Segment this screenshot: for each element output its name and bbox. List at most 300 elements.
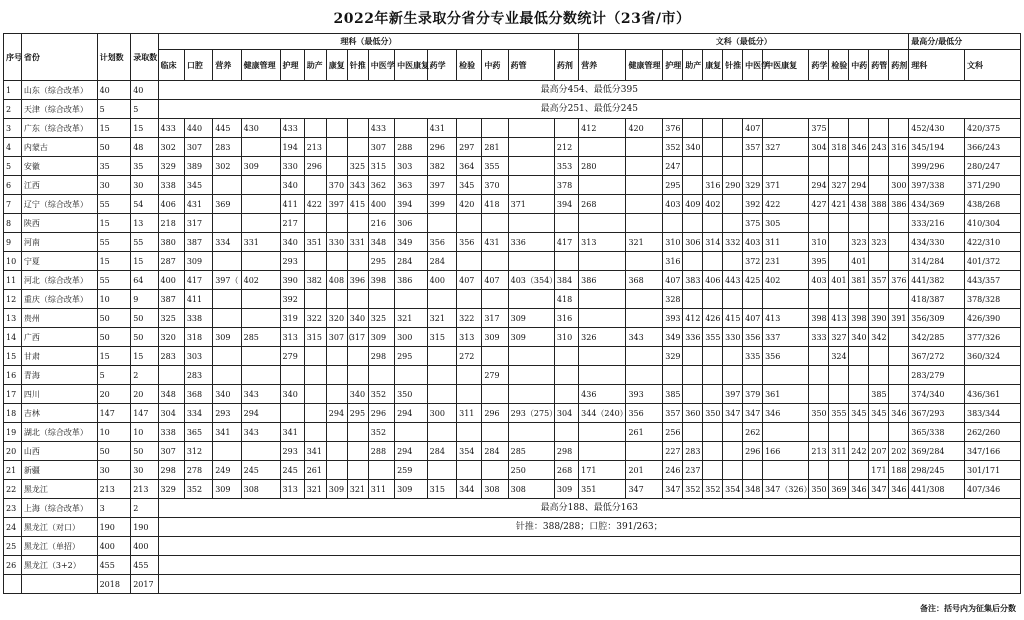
arts-score-cell: [869, 157, 889, 176]
arts-score-cell: 318: [829, 138, 849, 157]
science-score-cell: 325: [158, 309, 184, 328]
science-score-cell: 343: [241, 423, 280, 442]
max-min-cell: [964, 366, 1020, 385]
seq-cell: 12: [4, 290, 22, 309]
arts-score-cell: 352: [663, 138, 683, 157]
arts-score-cell: 201: [626, 461, 663, 480]
arts-score-cell: [683, 290, 703, 309]
science-score-cell: [347, 290, 368, 309]
table-row: [4, 518, 1021, 537]
plan-cell: 30: [97, 461, 131, 480]
seq-cell: 8: [4, 214, 22, 233]
science-score-cell: [395, 366, 428, 385]
arts-score-cell: 329: [663, 347, 683, 366]
seq-cell: 6: [4, 176, 22, 195]
admitted-cell: 64: [131, 271, 158, 290]
table-row: [4, 366, 1021, 385]
science-score-cell: 325: [347, 157, 368, 176]
arts-score-cell: 326: [579, 328, 626, 347]
arts-score-cell: [743, 290, 763, 309]
science-score-cell: 315: [427, 328, 456, 347]
science-score-cell: [304, 290, 326, 309]
arts-score-cell: 296: [743, 442, 763, 461]
max-min-cell: 365/338: [909, 423, 965, 442]
science-score-cell: 338: [158, 176, 184, 195]
arts-score-cell: 438: [849, 195, 869, 214]
science-score-cell: 408: [326, 271, 347, 290]
arts-score-cell: 321: [626, 233, 663, 252]
science-score-cell: [395, 119, 428, 138]
science-score-cell: [347, 423, 368, 442]
arts-score-cell: [703, 385, 723, 404]
science-score-cell: 400: [427, 271, 456, 290]
admitted-cell: 190: [131, 518, 158, 537]
arts-score-cell: 388: [869, 195, 889, 214]
science-score-cell: 430: [241, 119, 280, 138]
science-score-cell: 307: [368, 138, 394, 157]
science-score-cell: [326, 252, 347, 271]
science-major-header: 中药: [482, 50, 508, 81]
science-score-cell: 417: [554, 233, 578, 252]
arts-score-cell: 395: [809, 252, 829, 271]
science-score-cell: [326, 214, 347, 233]
admitted-cell: 35: [131, 157, 158, 176]
science-score-cell: 302: [158, 138, 184, 157]
plan-cell: 40: [97, 81, 131, 100]
arts-score-cell: [763, 119, 809, 138]
arts-score-cell: [849, 347, 869, 366]
arts-score-cell: [829, 290, 849, 309]
province-cell: 江西: [21, 176, 97, 195]
arts-score-cell: 327: [763, 138, 809, 157]
arts-score-cell: 280: [579, 157, 626, 176]
science-score-cell: 283: [184, 366, 212, 385]
science-score-cell: [326, 366, 347, 385]
arts-major-header: 营养: [579, 50, 626, 81]
plan-cell: 10: [97, 423, 131, 442]
plan-cell: 10: [97, 290, 131, 309]
admitted-cell: 147: [131, 404, 158, 423]
science-major-header: 中医学: [368, 50, 394, 81]
science-score-cell: [326, 442, 347, 461]
arts-score-cell: [809, 214, 829, 233]
max-min-cell: 347/166: [964, 442, 1020, 461]
arts-score-cell: [579, 252, 626, 271]
arts-score-cell: [579, 176, 626, 195]
science-score-cell: 300: [427, 404, 456, 423]
science-score-cell: [427, 347, 456, 366]
science-score-cell: [427, 385, 456, 404]
arts-score-cell: 403: [663, 195, 683, 214]
arts-score-cell: [809, 290, 829, 309]
science-score-cell: 313: [280, 480, 304, 499]
max-min-cell: 426/390: [964, 309, 1020, 328]
science-score-cell: 284: [395, 252, 428, 271]
science-score-cell: [395, 423, 428, 442]
science-score-cell: 325: [368, 309, 394, 328]
arts-score-cell: [889, 157, 909, 176]
province-cell: 新疆: [21, 461, 97, 480]
science-score-cell: 382: [304, 271, 326, 290]
science-score-cell: 296: [427, 138, 456, 157]
science-score-cell: 296: [368, 404, 394, 423]
science-score-cell: 313: [280, 328, 304, 347]
max-min-cell: 452/430: [909, 119, 965, 138]
science-score-cell: 321: [347, 480, 368, 499]
arts-score-cell: 356: [626, 404, 663, 423]
science-score-cell: [457, 214, 482, 233]
arts-score-cell: 350: [809, 404, 829, 423]
seq-cell: 5: [4, 157, 22, 176]
arts-score-cell: 393: [626, 385, 663, 404]
table-row: [4, 499, 1021, 518]
science-score-cell: 392: [280, 290, 304, 309]
science-major-header: 检验: [457, 50, 482, 81]
science-score-cell: 316: [554, 309, 578, 328]
admitted-cell: 455: [131, 556, 158, 575]
arts-score-cell: 300: [889, 176, 909, 195]
arts-score-cell: 356: [763, 347, 809, 366]
seq-header: 序号: [4, 34, 22, 81]
science-score-cell: [554, 347, 578, 366]
science-score-cell: 288: [395, 138, 428, 157]
science-score-cell: 300: [395, 328, 428, 347]
science-score-cell: [241, 290, 280, 309]
science-score-cell: 345: [184, 176, 212, 195]
science-score-cell: 294: [395, 404, 428, 423]
arts-score-cell: 355: [829, 404, 849, 423]
plan-cell: 5: [97, 366, 131, 385]
table-row: [4, 138, 1021, 157]
science-score-cell: [241, 309, 280, 328]
merged-score-cell: 最高分188、最低分163: [158, 499, 1020, 518]
science-score-cell: 308: [508, 480, 554, 499]
arts-score-cell: [763, 290, 809, 309]
seq-cell: 18: [4, 404, 22, 423]
arts-score-cell: [579, 442, 626, 461]
science-score-cell: 417: [184, 271, 212, 290]
arts-score-cell: 310: [809, 233, 829, 252]
arts-score-cell: 333: [809, 328, 829, 347]
plan-cell: 455: [97, 556, 131, 575]
arts-score-cell: [703, 290, 723, 309]
science-score-cell: 308: [241, 480, 280, 499]
arts-major-header: 中医康复: [763, 50, 809, 81]
seq-cell: 9: [4, 233, 22, 252]
arts-score-cell: 237: [683, 461, 703, 480]
arts-score-cell: 354: [723, 480, 743, 499]
arts-score-cell: 375: [743, 214, 763, 233]
science-score-cell: [326, 138, 347, 157]
table-row: [4, 252, 1021, 271]
science-score-cell: [427, 461, 456, 480]
science-score-cell: 279: [280, 347, 304, 366]
table-row: [4, 100, 1021, 119]
science-score-cell: 268: [554, 461, 578, 480]
arts-score-cell: [829, 214, 849, 233]
science-score-cell: 397（: [213, 271, 241, 290]
plan-cell: 30: [97, 176, 131, 195]
science-score-cell: 303: [395, 157, 428, 176]
arts-score-cell: 345: [849, 404, 869, 423]
science-score-cell: [326, 290, 347, 309]
arts-major-header: 针推: [723, 50, 743, 81]
max-min-cell: 298/245: [909, 461, 965, 480]
science-score-cell: [304, 119, 326, 138]
science-major-header: 临床: [158, 50, 184, 81]
table-row: [4, 233, 1021, 252]
science-major-header: 针推: [347, 50, 368, 81]
science-score-cell: 293: [213, 404, 241, 423]
max-min-col-header: 理科: [909, 50, 965, 81]
science-score-cell: [326, 423, 347, 442]
arts-score-cell: 350: [703, 404, 723, 423]
arts-major-header: 中医学: [743, 50, 763, 81]
plan-cell: 5: [97, 100, 131, 119]
science-score-cell: 411: [184, 290, 212, 309]
science-major-header: 药剂: [554, 50, 578, 81]
science-score-cell: 315: [368, 157, 394, 176]
science-score-cell: 245: [280, 461, 304, 480]
plan-cell: 20: [97, 385, 131, 404]
arts-score-cell: 346: [763, 404, 809, 423]
science-score-cell: 309: [213, 328, 241, 347]
science-score-cell: [213, 214, 241, 233]
plan-cell: 50: [97, 442, 131, 461]
arts-score-cell: 393: [663, 309, 683, 328]
max-min-cell: 397/338: [909, 176, 965, 195]
admitted-cell: 50: [131, 328, 158, 347]
science-score-cell: 285: [241, 328, 280, 347]
arts-score-cell: [889, 252, 909, 271]
science-score-cell: 406: [158, 195, 184, 214]
science-score-cell: [213, 252, 241, 271]
arts-score-cell: 361: [763, 385, 809, 404]
science-score-cell: [482, 385, 508, 404]
arts-score-cell: [743, 461, 763, 480]
science-score-cell: 343: [241, 385, 280, 404]
arts-score-cell: 305: [763, 214, 809, 233]
science-score-cell: 340: [280, 176, 304, 195]
science-score-cell: 390: [280, 271, 304, 290]
science-score-cell: [427, 366, 456, 385]
province-cell: 甘肃: [21, 347, 97, 366]
arts-score-cell: [763, 157, 809, 176]
arts-score-cell: 327: [829, 328, 849, 347]
science-score-cell: 261: [304, 461, 326, 480]
arts-score-cell: 403: [743, 233, 763, 252]
arts-score-cell: 401: [849, 252, 869, 271]
seq-cell: 10: [4, 252, 22, 271]
science-score-cell: 400: [368, 195, 394, 214]
plan-cell: 50: [97, 309, 131, 328]
science-score-cell: [554, 119, 578, 138]
science-score-cell: 283: [158, 347, 184, 366]
arts-score-cell: 327: [829, 176, 849, 195]
science-major-header: 营养: [213, 50, 241, 81]
province-cell: 吉林: [21, 404, 97, 423]
arts-score-cell: [849, 366, 869, 385]
arts-score-cell: 407: [743, 309, 763, 328]
arts-score-cell: [829, 366, 849, 385]
table-row: [4, 290, 1021, 309]
arts-score-cell: 346: [889, 480, 909, 499]
arts-major-header: 护理: [663, 50, 683, 81]
arts-score-cell: 392: [743, 195, 763, 214]
science-score-cell: 309: [482, 328, 508, 347]
science-score-cell: 331: [347, 233, 368, 252]
arts-score-cell: 398: [849, 309, 869, 328]
arts-score-cell: [703, 423, 723, 442]
arts-score-cell: [579, 290, 626, 309]
science-score-cell: [304, 176, 326, 195]
arts-score-cell: 290: [723, 176, 743, 195]
table-row: [4, 575, 1021, 594]
science-score-cell: [304, 423, 326, 442]
science-score-cell: 296: [482, 404, 508, 423]
science-score-cell: 345: [457, 176, 482, 195]
science-score-cell: 284: [427, 442, 456, 461]
arts-score-cell: [626, 214, 663, 233]
arts-score-cell: 304: [809, 138, 829, 157]
science-score-cell: [347, 461, 368, 480]
science-score-cell: [368, 461, 394, 480]
arts-score-cell: 421: [829, 195, 849, 214]
science-score-cell: 378: [554, 176, 578, 195]
max-min-cell: 342/285: [909, 328, 965, 347]
arts-score-cell: 352: [703, 480, 723, 499]
admitted-cell: 9: [131, 290, 158, 309]
science-score-cell: [241, 195, 280, 214]
arts-score-cell: [889, 119, 909, 138]
arts-score-cell: 311: [763, 233, 809, 252]
admitted-cell: 48: [131, 138, 158, 157]
admitted-cell: 54: [131, 195, 158, 214]
science-score-cell: 283: [213, 138, 241, 157]
science-score-cell: 317: [347, 328, 368, 347]
arts-score-cell: 385: [869, 385, 889, 404]
arts-score-cell: 403: [809, 271, 829, 290]
science-score-cell: 302: [213, 157, 241, 176]
arts-score-cell: [829, 385, 849, 404]
science-score-cell: [241, 252, 280, 271]
arts-score-cell: [626, 252, 663, 271]
arts-score-cell: 332: [723, 233, 743, 252]
science-score-cell: 306: [395, 214, 428, 233]
arts-score-cell: 360: [683, 404, 703, 423]
arts-score-cell: 171: [869, 461, 889, 480]
arts-score-cell: 390: [869, 309, 889, 328]
arts-score-cell: [869, 214, 889, 233]
science-major-header: 康复: [326, 50, 347, 81]
table-row: [4, 423, 1021, 442]
science-score-cell: 349: [395, 233, 428, 252]
arts-score-cell: [663, 214, 683, 233]
arts-score-cell: 344（240）: [579, 404, 626, 423]
science-score-cell: 250: [508, 461, 554, 480]
arts-score-cell: 379: [743, 385, 763, 404]
arts-score-cell: 427: [809, 195, 829, 214]
science-score-cell: 194: [280, 138, 304, 157]
seq-cell: 11: [4, 271, 22, 290]
science-score-cell: [241, 138, 280, 157]
arts-score-cell: [626, 138, 663, 157]
arts-score-cell: [829, 461, 849, 480]
science-score-cell: 212: [554, 138, 578, 157]
arts-score-cell: [869, 347, 889, 366]
arts-score-cell: 340: [683, 138, 703, 157]
arts-score-cell: 337: [763, 328, 809, 347]
science-score-cell: [304, 347, 326, 366]
arts-score-cell: 171: [579, 461, 626, 480]
arts-score-cell: [703, 214, 723, 233]
max-min-cell: 441/308: [909, 480, 965, 499]
arts-score-cell: [869, 252, 889, 271]
science-score-cell: 284: [482, 442, 508, 461]
science-score-cell: [395, 290, 428, 309]
arts-score-cell: [849, 157, 869, 176]
science-score-cell: [508, 157, 554, 176]
arts-score-cell: [626, 176, 663, 195]
admitted-cell: 40: [131, 81, 158, 100]
science-score-cell: 364: [457, 157, 482, 176]
province-cell: 陕西: [21, 214, 97, 233]
science-score-cell: 330: [326, 233, 347, 252]
merged-score-cell: [158, 537, 1020, 556]
max-min-cell: 345/194: [909, 138, 965, 157]
arts-score-cell: 397: [723, 385, 743, 404]
arts-score-cell: 398: [809, 309, 829, 328]
arts-score-cell: [849, 214, 869, 233]
science-score-cell: [457, 290, 482, 309]
arts-score-cell: [869, 119, 889, 138]
arts-score-cell: [579, 366, 626, 385]
science-score-cell: [347, 442, 368, 461]
merged-score-cell: [158, 575, 1020, 594]
science-score-cell: [213, 290, 241, 309]
science-score-cell: 355: [482, 157, 508, 176]
science-score-cell: [304, 366, 326, 385]
admitted-cell: 50: [131, 309, 158, 328]
science-score-cell: [326, 119, 347, 138]
seq-cell: 19: [4, 423, 22, 442]
plan-cell: 50: [97, 138, 131, 157]
science-score-cell: [554, 366, 578, 385]
province-cell: 山东（综合改革）: [21, 81, 97, 100]
arts-score-cell: 227: [663, 442, 683, 461]
science-score-cell: 431: [184, 195, 212, 214]
science-score-cell: 394: [395, 195, 428, 214]
arts-score-cell: 371: [763, 176, 809, 195]
science-score-cell: 285: [508, 442, 554, 461]
science-score-cell: 213: [304, 138, 326, 157]
science-score-cell: [326, 347, 347, 366]
arts-score-cell: 306: [683, 233, 703, 252]
arts-score-cell: 316: [663, 252, 683, 271]
science-score-cell: 338: [158, 423, 184, 442]
max-min-cell: 301/171: [964, 461, 1020, 480]
arts-score-cell: 347: [626, 480, 663, 499]
max-min-cell: 367/293: [909, 404, 965, 423]
science-score-cell: [508, 366, 554, 385]
science-score-cell: [457, 119, 482, 138]
arts-score-cell: [849, 423, 869, 442]
science-score-cell: 422: [304, 195, 326, 214]
arts-score-cell: 348: [743, 480, 763, 499]
admitted-cell: 5: [131, 100, 158, 119]
arts-score-cell: 372: [743, 252, 763, 271]
arts-score-cell: 294: [809, 176, 829, 195]
